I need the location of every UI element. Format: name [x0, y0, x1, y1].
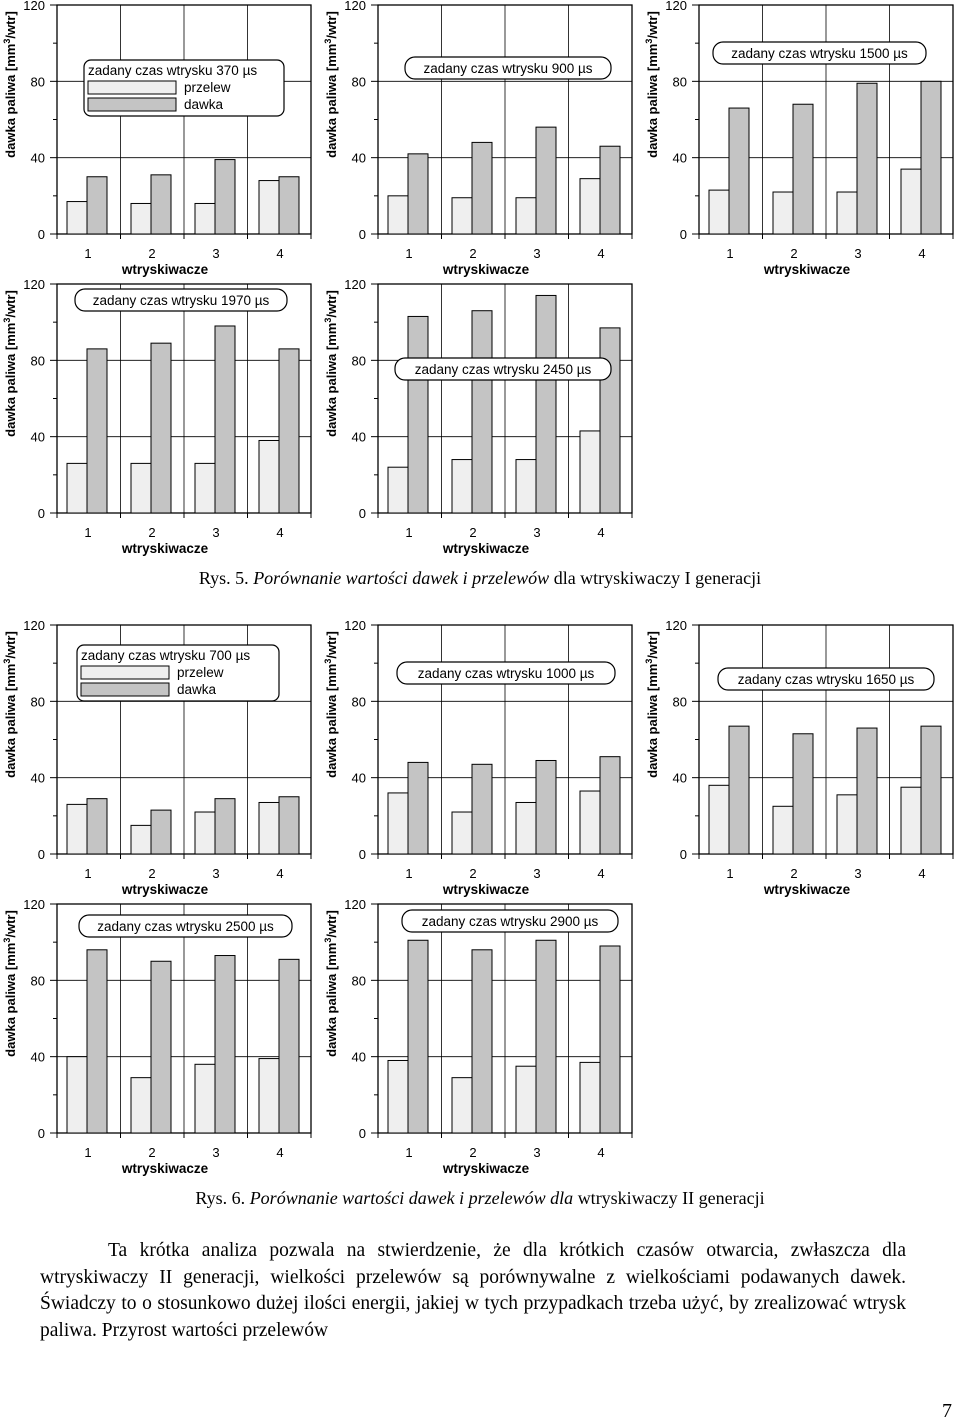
bar-przelew-1 [67, 202, 87, 234]
legend-label-dawka: dawka [177, 682, 217, 697]
bar-dawka-1 [729, 726, 749, 854]
legend-label-przelew: przelew [177, 665, 224, 680]
bar-przelew-1 [709, 190, 729, 234]
x-tick-label: 2 [148, 1145, 156, 1160]
x-tick-label: 1 [405, 866, 413, 881]
page-number: 7 [942, 1400, 952, 1422]
x-tick-label: 1 [84, 246, 92, 261]
bar-dawka-2 [151, 175, 171, 234]
bar-przelew-4 [259, 1059, 279, 1133]
y-tick-label: 80 [672, 694, 687, 710]
bar-dawka-2 [793, 104, 813, 234]
bar-dawka-1 [729, 108, 749, 234]
y-tick-label: 80 [30, 694, 45, 710]
y-tick-label: 120 [344, 0, 366, 13]
bar-przelew-2 [452, 812, 472, 854]
bar-przelew-4 [259, 440, 279, 513]
bar-dawka-3 [536, 940, 556, 1133]
bar-przelew-3 [516, 198, 536, 234]
bar-dawka-4 [279, 959, 299, 1133]
y-tick-label: 0 [358, 847, 366, 862]
y-axis-label: dawka paliwa $[mm^3/wtr]$ [2, 910, 18, 1057]
x-tick-label: 1 [726, 246, 734, 261]
x-tick-label: 1 [84, 525, 92, 540]
x-tick-label: 2 [469, 246, 477, 261]
y-tick-label: 0 [37, 227, 45, 242]
x-tick-label: 3 [854, 866, 862, 881]
bar-przelew-3 [195, 463, 215, 513]
y-axis-label: dawka paliwa $[mm^3/wtr]$ [2, 631, 18, 778]
y-tick-label: 120 [344, 618, 366, 633]
bar-dawka-3 [215, 160, 235, 234]
bar-przelew-2 [131, 825, 151, 854]
chart-4 [2, 277, 311, 556]
bar-przelew-2 [131, 203, 151, 234]
bar-przelew-4 [901, 169, 921, 234]
y-tick-label: 40 [672, 770, 687, 786]
y-tick-label: 40 [30, 150, 45, 166]
x-tick-label: 3 [212, 1145, 220, 1160]
x-tick-label: 4 [276, 525, 284, 540]
x-tick-label: 2 [148, 246, 156, 261]
bar-przelew-4 [580, 179, 600, 234]
bar-przelew-3 [516, 802, 536, 854]
x-tick-label: 4 [597, 1145, 605, 1160]
bar-dawka-3 [536, 127, 556, 234]
bar-przelew-1 [67, 804, 87, 854]
chart-title: zadany czas wtrysku 900 µs [423, 61, 593, 76]
bar-dawka-1 [87, 799, 107, 854]
y-tick-label: 40 [30, 429, 45, 445]
bar-przelew-1 [67, 463, 87, 513]
y-axis-label: dawka paliwa $[mm^3/wtr]$ [323, 631, 339, 778]
bar-dawka-4 [600, 146, 620, 234]
bar-przelew-4 [259, 802, 279, 854]
figure6-caption-suffix: wtryskiwaczy II generacji [573, 1188, 765, 1208]
y-axis-label: dawka paliwa $[mm^3/wtr]$ [323, 11, 339, 158]
y-tick-label: 80 [351, 74, 366, 90]
y-tick-label: 120 [344, 277, 366, 292]
chart-2 [323, 0, 632, 277]
bar-dawka-4 [921, 726, 941, 854]
bar-dawka-1 [408, 316, 428, 513]
y-tick-label: 120 [23, 618, 45, 633]
bar-przelew-4 [580, 431, 600, 513]
bar-przelew-1 [388, 1060, 408, 1133]
y-tick-label: 40 [351, 1049, 366, 1065]
bar-dawka-4 [279, 349, 299, 513]
y-tick-label: 80 [30, 353, 45, 369]
chart-8 [644, 618, 953, 897]
bar-dawka-2 [151, 961, 171, 1133]
legend-swatch-dawka [81, 683, 169, 696]
x-tick-label: 3 [533, 1145, 541, 1160]
bar-przelew-3 [837, 795, 857, 854]
y-tick-label: 120 [23, 0, 45, 13]
bar-przelew-2 [773, 806, 793, 854]
bar-przelew-2 [131, 463, 151, 513]
chart-title: zadany czas wtrysku 700 µs [81, 648, 251, 663]
bar-dawka-1 [408, 154, 428, 234]
bar-dawka-4 [600, 328, 620, 513]
y-tick-label: 0 [679, 227, 687, 242]
x-axis-label: wtryskiwacze [442, 882, 530, 897]
bar-przelew-2 [131, 1078, 151, 1133]
x-tick-label: 3 [854, 246, 862, 261]
chart-6 [2, 618, 311, 897]
x-tick-label: 4 [597, 866, 605, 881]
bar-dawka-3 [215, 799, 235, 854]
figure6-caption-italic: Porównanie wartości dawek i przelewów dla [249, 1188, 574, 1208]
bar-przelew-1 [67, 1057, 87, 1133]
figure5-caption [0, 568, 960, 589]
chart-9 [2, 897, 311, 1176]
y-tick-label: 0 [358, 1126, 366, 1141]
y-tick-label: 0 [37, 506, 45, 521]
y-tick-label: 0 [358, 227, 366, 242]
x-tick-label: 1 [84, 1145, 92, 1160]
x-tick-label: 4 [597, 525, 605, 540]
bar-przelew-3 [195, 812, 215, 854]
chart-10 [323, 897, 632, 1176]
bar-przelew-4 [580, 1062, 600, 1133]
y-tick-label: 40 [30, 770, 45, 786]
x-tick-label: 4 [276, 866, 284, 881]
y-tick-label: 120 [23, 897, 45, 912]
x-tick-label: 2 [148, 866, 156, 881]
y-tick-label: 80 [351, 353, 366, 369]
x-tick-label: 3 [212, 246, 220, 261]
x-tick-label: 2 [469, 866, 477, 881]
chart-title: zadany czas wtrysku 2900 µs [421, 914, 599, 929]
bar-dawka-1 [87, 177, 107, 234]
figure5-caption-suffix: dla wtryskiwaczy I generacji [549, 568, 762, 588]
y-tick-label: 40 [351, 770, 366, 786]
bar-dawka-4 [600, 757, 620, 854]
bar-dawka-3 [215, 956, 235, 1133]
chart-5 [323, 277, 632, 556]
x-tick-label: 3 [212, 525, 220, 540]
chart-title: zadany czas wtrysku 1650 µs [737, 672, 915, 687]
x-axis-label: wtryskiwacze [442, 1161, 530, 1176]
bar-dawka-4 [600, 946, 620, 1133]
body-paragraph-text: Ta krótka analiza pozwala na stwierdzenie, że dla krótkich czasów otwarcia, zwłaszcza dla wtryskiwaczy II generacji, wielkości przelewów są porównywalne z wielkościami podawanych dawek. Świadczy to o stosunkowo dużej ilości energii, jakiej w tych przypadkach trzeba użyć, by zrealizować wtrysk paliwa. Przyrost wartości przelewów [40, 1240, 906, 1341]
chart-title: zadany czas wtrysku 370 µs [88, 63, 258, 78]
x-tick-label: 4 [918, 246, 926, 261]
y-axis-label: dawka paliwa $[mm^3/wtr]$ [323, 910, 339, 1057]
bar-dawka-1 [408, 940, 428, 1133]
legend-swatch-przelew [81, 666, 169, 679]
y-tick-label: 40 [30, 1049, 45, 1065]
y-tick-label: 80 [30, 74, 45, 90]
bar-dawka-2 [151, 810, 171, 854]
x-axis-label: wtryskiwacze [121, 882, 209, 897]
x-axis-label: wtryskiwacze [763, 262, 851, 277]
bar-przelew-3 [837, 192, 857, 234]
bar-dawka-2 [472, 764, 492, 854]
legend-label-przelew: przelew [184, 80, 231, 95]
x-axis-label: wtryskiwacze [763, 882, 851, 897]
bar-przelew-2 [773, 192, 793, 234]
x-tick-label: 3 [533, 246, 541, 261]
x-axis-label: wtryskiwacze [121, 541, 209, 556]
chart-3 [644, 0, 953, 277]
bar-dawka-3 [536, 760, 556, 854]
x-axis-label: wtryskiwacze [121, 262, 209, 277]
y-tick-label: 80 [30, 973, 45, 989]
y-tick-label: 120 [23, 277, 45, 292]
y-tick-label: 80 [672, 74, 687, 90]
bar-dawka-1 [87, 950, 107, 1133]
bar-przelew-1 [388, 467, 408, 513]
x-tick-label: 2 [469, 525, 477, 540]
x-tick-label: 1 [405, 1145, 413, 1160]
bar-dawka-4 [921, 81, 941, 234]
x-tick-label: 4 [276, 1145, 284, 1160]
y-tick-label: 80 [351, 973, 366, 989]
chart-title: zadany czas wtrysku 2500 µs [97, 919, 274, 934]
bar-dawka-2 [472, 142, 492, 234]
x-tick-label: 3 [212, 866, 220, 881]
y-tick-label: 0 [679, 847, 687, 862]
legend-label-dawka: dawka [184, 97, 224, 112]
bar-przelew-1 [388, 196, 408, 234]
x-tick-label: 3 [533, 525, 541, 540]
bar-przelew-3 [195, 203, 215, 234]
y-axis-label: dawka paliwa $[mm^3/wtr]$ [2, 11, 18, 158]
bar-przelew-4 [259, 181, 279, 234]
figure6-caption [0, 1188, 960, 1209]
bar-dawka-1 [87, 349, 107, 513]
x-tick-label: 2 [790, 246, 798, 261]
y-tick-label: 40 [351, 150, 366, 166]
body-paragraph [40, 1238, 906, 1344]
x-axis-label: wtryskiwacze [442, 262, 530, 277]
x-tick-label: 1 [405, 246, 413, 261]
bar-przelew-4 [901, 787, 921, 854]
y-tick-label: 40 [351, 429, 366, 445]
chart-title: zadany czas wtrysku 1500 µs [731, 46, 908, 61]
y-axis-label: dawka paliwa $[mm^3/wtr]$ [2, 290, 18, 437]
x-tick-label: 2 [148, 525, 156, 540]
bar-przelew-2 [452, 198, 472, 234]
bar-dawka-4 [279, 797, 299, 854]
x-axis-label: wtryskiwacze [121, 1161, 209, 1176]
bar-przelew-2 [452, 460, 472, 513]
figure5-caption-italic: Porównanie wartości dawek i przelewów [253, 568, 550, 588]
figure6-caption-prefix: Rys. 6. [195, 1188, 250, 1208]
x-tick-label: 4 [597, 246, 605, 261]
chart-title: zadany czas wtrysku 1000 µs [417, 666, 595, 681]
bar-przelew-1 [709, 785, 729, 854]
chart-1 [2, 0, 311, 277]
bar-dawka-4 [279, 177, 299, 234]
bar-przelew-2 [452, 1078, 472, 1133]
bar-dawka-1 [408, 762, 428, 854]
bar-przelew-3 [516, 460, 536, 513]
x-tick-label: 1 [726, 866, 734, 881]
y-tick-label: 120 [665, 618, 687, 633]
y-tick-label: 80 [351, 694, 366, 710]
y-tick-label: 120 [344, 897, 366, 912]
x-tick-label: 3 [533, 866, 541, 881]
x-tick-label: 1 [405, 525, 413, 540]
bar-dawka-2 [151, 343, 171, 513]
figure5-caption-prefix: Rys. 5. [198, 568, 254, 588]
bar-dawka-3 [857, 728, 877, 854]
y-axis-label: dawka paliwa $[mm^3/wtr]$ [644, 631, 660, 778]
bar-dawka-3 [857, 83, 877, 234]
bar-przelew-1 [388, 793, 408, 854]
bar-dawka-3 [215, 326, 235, 513]
bar-dawka-2 [472, 311, 492, 513]
bar-dawka-3 [536, 295, 556, 513]
x-tick-label: 1 [84, 866, 92, 881]
y-tick-label: 120 [665, 0, 687, 13]
y-tick-label: 40 [672, 150, 687, 166]
bar-przelew-4 [580, 791, 600, 854]
x-tick-label: 4 [276, 246, 284, 261]
y-tick-label: 0 [37, 847, 45, 862]
bar-przelew-3 [195, 1064, 215, 1133]
chart-7 [323, 618, 632, 897]
y-axis-label: dawka paliwa $[mm^3/wtr]$ [644, 11, 660, 158]
legend-swatch-dawka [88, 98, 176, 111]
x-tick-label: 2 [469, 1145, 477, 1160]
y-tick-label: 0 [358, 506, 366, 521]
y-axis-label: dawka paliwa $[mm^3/wtr]$ [323, 290, 339, 437]
x-tick-label: 2 [790, 866, 798, 881]
legend-swatch-przelew [88, 81, 176, 94]
chart-title: zadany czas wtrysku 2450 µs [414, 362, 592, 377]
x-axis-label: wtryskiwacze [442, 541, 530, 556]
bar-przelew-3 [516, 1066, 536, 1133]
bar-dawka-2 [472, 950, 492, 1133]
y-tick-label: 0 [37, 1126, 45, 1141]
x-tick-label: 4 [918, 866, 926, 881]
bar-dawka-2 [793, 734, 813, 854]
chart-title: zadany czas wtrysku 1970 µs [92, 293, 270, 308]
